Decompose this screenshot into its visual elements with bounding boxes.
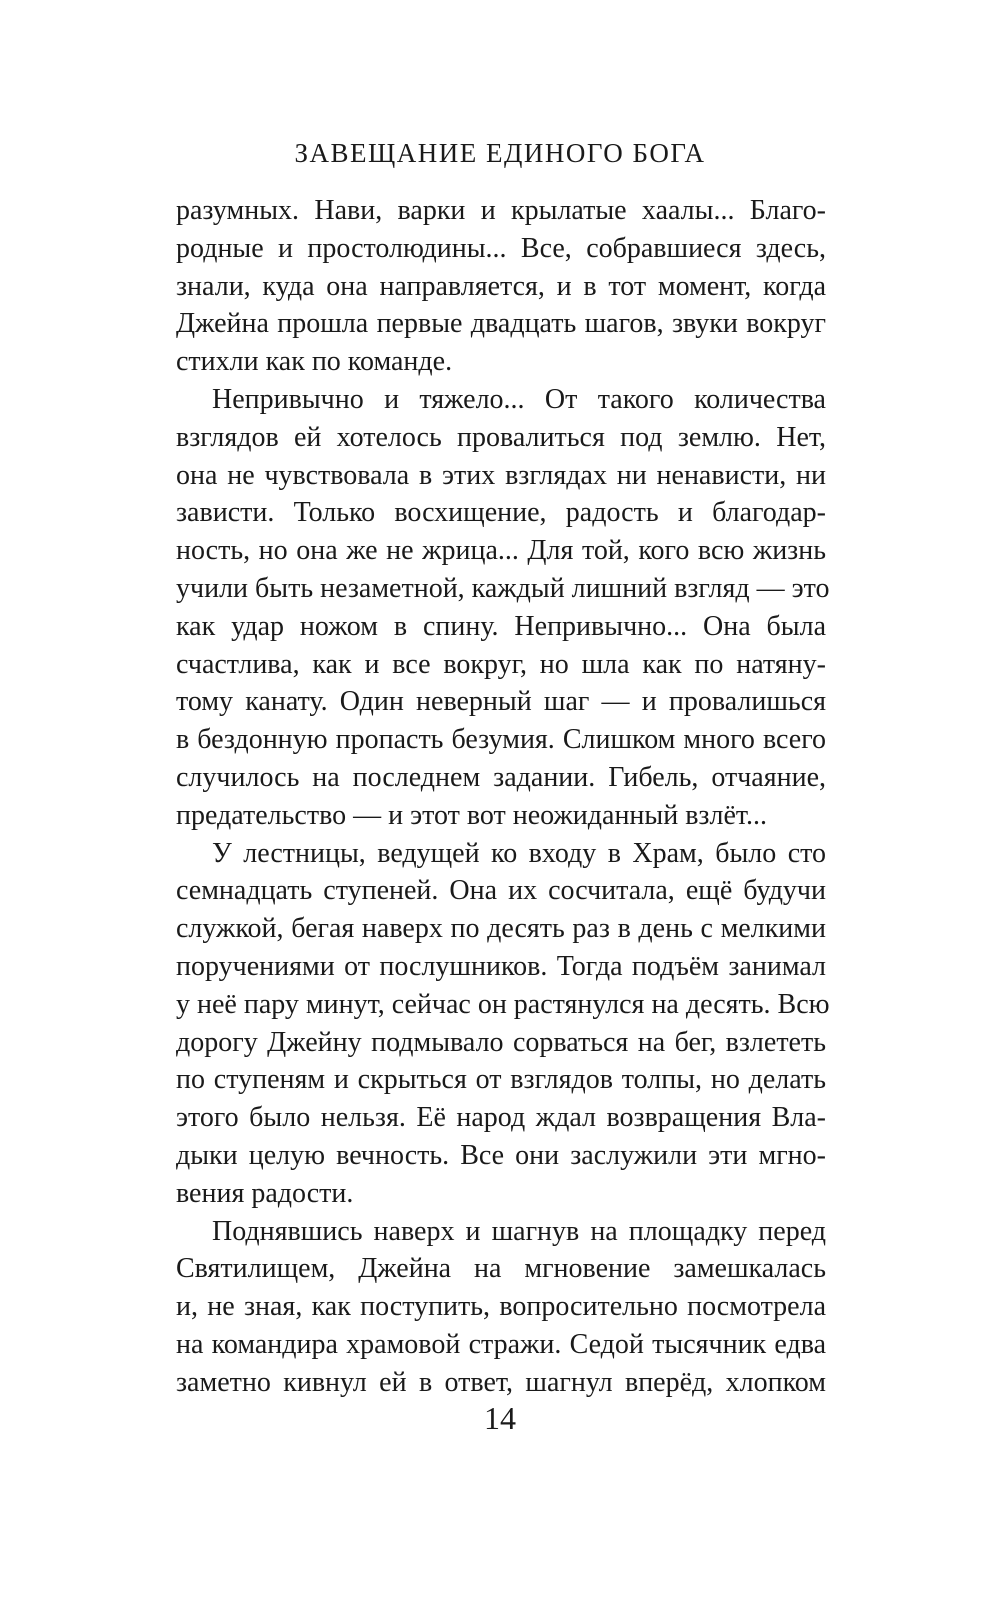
- text-line: у неё пару минут, сейчас он растянулся на десять. Всю: [176, 988, 830, 1020]
- text-line: родные и простолюдины... Все, собравшиеся здесь,: [176, 232, 826, 264]
- text-line: Джейна прошла первые двадцать шагов, звуки вокруг: [176, 308, 826, 340]
- text-line: учили быть незаметной, каждый лишний взгляд — это: [176, 572, 830, 604]
- text-line: знали, куда она направляется, и в тот момент, когда: [176, 270, 826, 302]
- text-line: Непривычно и тяжело... От такого количества: [212, 383, 826, 415]
- running-header: ЗАВЕЩАНИЕ ЕДИНОГО БОГА: [294, 138, 706, 168]
- text-line: заметно кивнул ей в ответ, шагнул вперёд, хлопком: [176, 1366, 826, 1398]
- text-line: вения радости.: [176, 1177, 354, 1209]
- text-line: дорогу Джейну подмывало сорваться на бег, взлететь: [176, 1026, 826, 1058]
- text-line: У лестницы, ведущей ко входу в Храм, было сто: [212, 837, 826, 869]
- body-text: [176, 192, 830, 1402]
- text-line: дыки целую вечность. Все они заслужили эти мгно-: [176, 1139, 826, 1171]
- text-line: этого было нельзя. Её народ ждал возвращения Вла-: [176, 1102, 826, 1134]
- text-line: разумных. Нави, варки и крылатые хаалы... Благо-: [176, 195, 826, 226]
- text-line: зависти. Только восхищение, радость и благодар-: [176, 497, 826, 529]
- text-line: Поднявшись наверх и шагнув на площадку перед: [212, 1215, 826, 1247]
- text-line: взглядов ей хотелось провалиться под землю. Нет,: [176, 421, 826, 453]
- page-number: 14: [484, 1400, 516, 1436]
- text-line: в бездонную пропасть безумия. Слишком много всего: [176, 724, 826, 756]
- text-line: семнадцать ступеней. Она их сосчитала, ещё будучи: [176, 875, 826, 907]
- text-line: стихли как по команде.: [176, 346, 453, 378]
- text-line: тому канату. Один неверный шаг — и провалишься: [176, 686, 826, 718]
- text-line: счастлива, как и все вокруг, но шла как по натяну-: [176, 648, 826, 680]
- text-line: случилось на последнем задании. Гибель, отчаяние,: [176, 761, 826, 793]
- text-line: служкой, бегая наверх по десять раз в день с мелкими: [176, 913, 826, 945]
- text-line: ность, но она же не жрица... Для той, кого всю жизнь: [176, 535, 826, 567]
- text-line: Святилищем, Джейна на мгновение замешкалась: [176, 1253, 826, 1285]
- text-line: предательство — и этот вот неожиданный взлёт...: [176, 799, 768, 831]
- text-line: поручениями от послушников. Тогда подъём занимал: [176, 950, 826, 982]
- text-line: на командира храмовой стражи. Седой тысячник едва: [176, 1328, 826, 1360]
- text-line: как удар ножом в спину. Непривычно... Она была: [176, 610, 826, 642]
- text-line: по ступеням и скрыться от взглядов толпы, но делать: [176, 1064, 826, 1096]
- text-line: и, не зная, как поступить, вопросительно посмотрела: [176, 1291, 826, 1323]
- text-line: она не чувствовала в этих взглядах ни ненависти, ни: [176, 459, 826, 491]
